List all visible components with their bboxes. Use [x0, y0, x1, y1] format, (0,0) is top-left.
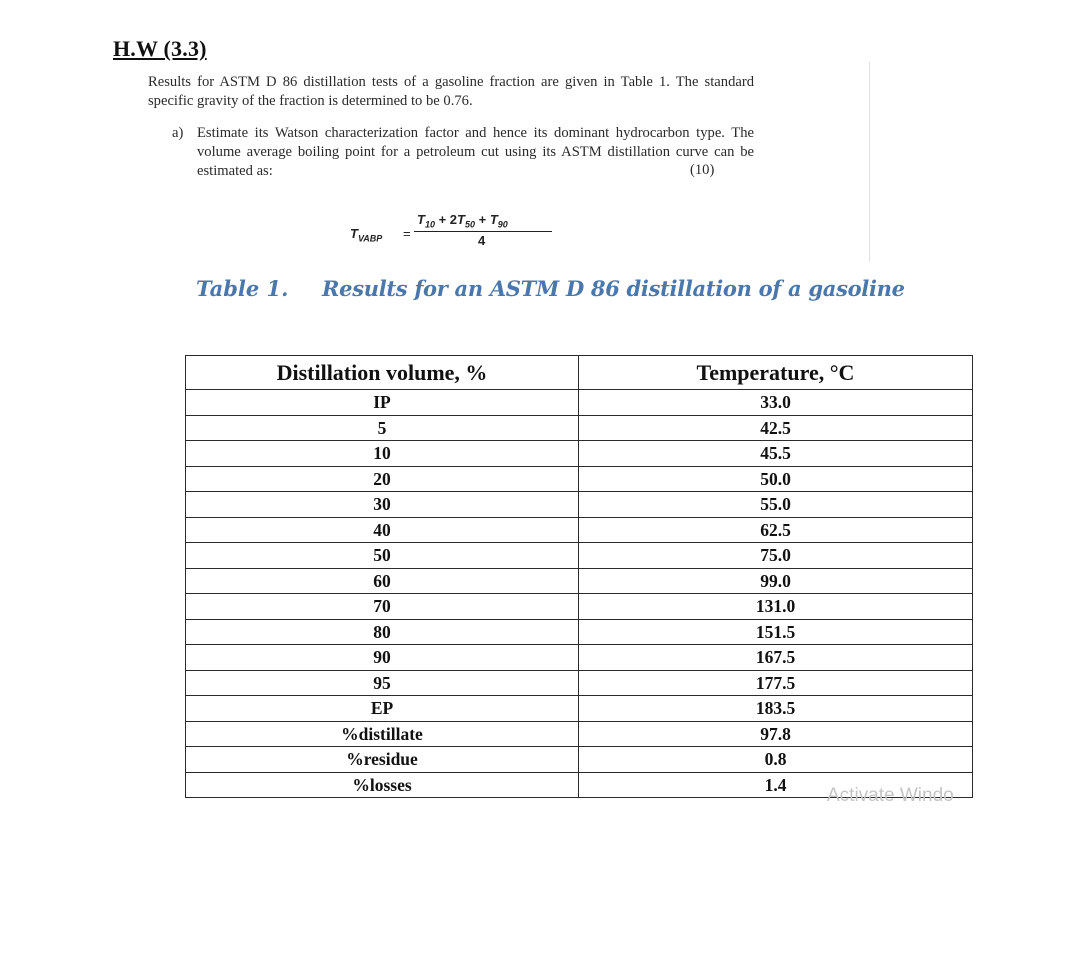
table-row	[186, 568, 973, 594]
volume-cell: 80	[186, 619, 579, 645]
table-row	[186, 696, 973, 722]
volume-cell: 30	[186, 492, 579, 518]
activate-windows-watermark: Activate Windo	[827, 785, 954, 806]
temperature-cell: 99.0	[579, 568, 973, 594]
temperature-cell: 55.0	[579, 492, 973, 518]
table-header-row	[186, 356, 973, 390]
volume-cell: 50	[186, 543, 579, 569]
temperature-cell: 97.8	[579, 721, 973, 747]
temperature-cell: 33.0	[579, 390, 973, 416]
temperature-cell: 42.5	[579, 415, 973, 441]
volume-cell: 20	[186, 466, 579, 492]
table-row	[186, 543, 973, 569]
formula-denominator: 4	[478, 233, 486, 248]
table-row	[186, 492, 973, 518]
table-row	[186, 721, 973, 747]
header-temperature: Temperature, °C	[579, 356, 973, 390]
table-row	[186, 645, 973, 671]
formula-fraction-bar	[414, 231, 552, 232]
table-row	[186, 415, 973, 441]
volume-cell: IP	[186, 390, 579, 416]
formula-equals: =	[403, 226, 411, 241]
question-part-a	[172, 124, 754, 181]
table-row	[186, 517, 973, 543]
temperature-cell: 45.5	[579, 441, 973, 467]
table-row	[186, 466, 973, 492]
homework-title: H.W (3.3)	[113, 36, 207, 61]
volume-cell: 90	[186, 645, 579, 671]
volume-cell: 5	[186, 415, 579, 441]
intro-paragraph: Results for ASTM D 86 distillation tests of a gasoline fraction are given in Table 1. The standard specific gravity of the fraction is determined to be 0.76.	[148, 74, 754, 109]
temperature-cell: 177.5	[579, 670, 973, 696]
volume-cell: 70	[186, 594, 579, 620]
formula-numerator: $T_{10} + 2T_{50} + T_{90}$	[417, 212, 508, 230]
volume-cell: %residue	[186, 747, 579, 773]
table-row	[186, 441, 973, 467]
temperature-cell: 62.5	[579, 517, 973, 543]
part-a-text: Estimate its Watson characterization factor and hence its dominant hydrocarbon type. The volume average boiling point for a petroleum cut using its ASTM distillation curve can be estimated as:	[197, 125, 754, 179]
header-distillation-volume: Distillation volume, %	[186, 356, 579, 390]
page-divider-line	[869, 62, 870, 262]
part-a-label: a)	[172, 125, 184, 141]
table-row	[186, 670, 973, 696]
temperature-cell: 131.0	[579, 594, 973, 620]
temperature-cell: 0.8	[579, 747, 973, 773]
temperature-cell: 50.0	[579, 466, 973, 492]
volume-cell: 40	[186, 517, 579, 543]
temperature-cell: 183.5	[579, 696, 973, 722]
table-row	[186, 619, 973, 645]
temperature-cell: 167.5	[579, 645, 973, 671]
volume-cell: %distillate	[186, 721, 579, 747]
table-row	[186, 747, 973, 773]
volume-cell: 60	[186, 568, 579, 594]
volume-cell: %losses	[186, 772, 579, 798]
part-a-marks: (10)	[690, 162, 715, 178]
distillation-table	[185, 355, 973, 798]
table-caption-label: Table 1.	[196, 276, 289, 301]
volume-cell: EP	[186, 696, 579, 722]
volume-cell: 95	[186, 670, 579, 696]
table-row	[186, 390, 973, 416]
temperature-cell: 1.4	[579, 772, 973, 798]
formula-lhs: $T_{VABP}$	[350, 226, 383, 244]
temperature-cell: 75.0	[579, 543, 973, 569]
temperature-cell: 151.5	[579, 619, 973, 645]
volume-cell: 10	[186, 441, 579, 467]
table-row	[186, 594, 973, 620]
table-caption-title: Results for an ASTM D 86 distillation of a gasoline	[322, 276, 905, 301]
